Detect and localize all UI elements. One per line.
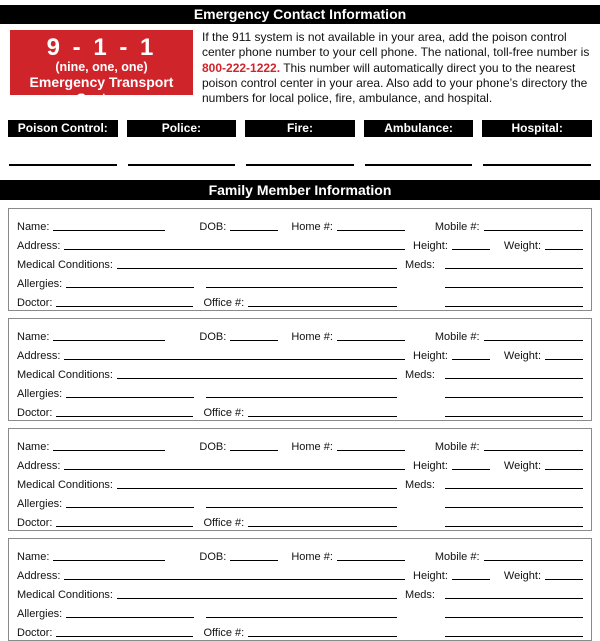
mobile-phone-label: Mobile #:	[434, 551, 480, 564]
weight-fill-line	[545, 249, 583, 250]
weight-label: Weight:	[503, 240, 541, 253]
medical-conditions-label: Medical Conditions:	[17, 369, 113, 382]
address-label: Address:	[17, 570, 61, 583]
mobile-phone-fill-line	[484, 230, 583, 231]
info-text-before: If the 911 system is not available in your area, add the poison control center phone number to your cell phone. The national, toll-free number is	[202, 30, 590, 60]
member-row-medical	[17, 473, 583, 492]
allergies-fill-line	[66, 287, 194, 288]
dob-label: DOB:	[199, 551, 227, 564]
contact-label: Fire:	[245, 120, 355, 137]
member-row-allergies	[17, 492, 583, 511]
meds-extra-fill-line-1	[445, 287, 583, 288]
name-fill-line	[53, 230, 165, 231]
height-label: Height:	[413, 570, 448, 583]
meds-label: Meds:	[405, 259, 435, 272]
meds-extra-fill-line-2	[445, 636, 583, 637]
poison-control-phone-number: 800-222-1222.	[202, 60, 281, 75]
dob-label: DOB:	[199, 441, 227, 454]
contact-cell	[482, 120, 592, 166]
meds-fill-line	[445, 268, 583, 269]
height-label: Height:	[413, 350, 448, 363]
medical-conditions-fill-line	[117, 488, 397, 489]
contact-cell	[8, 120, 118, 166]
mobile-phone-fill-line	[484, 560, 583, 561]
office-phone-fill-line	[248, 636, 397, 637]
dob-fill-line	[230, 230, 278, 231]
member-row-allergies	[17, 382, 583, 401]
meds-label: Meds:	[405, 479, 435, 492]
emergency-code: 9 - 1 - 1	[46, 34, 157, 61]
mobile-phone-label: Mobile #:	[434, 331, 480, 344]
allergies-label: Allergies:	[17, 388, 63, 401]
poison-control-info	[202, 30, 592, 106]
weight-fill-line	[545, 579, 583, 580]
mobile-phone-fill-line	[484, 450, 583, 451]
family-section-title: Family Member Information	[0, 180, 600, 200]
weight-fill-line	[545, 469, 583, 470]
address-label: Address:	[17, 350, 61, 363]
home-phone-label: Home #:	[291, 331, 333, 344]
emergency-form-page	[0, 5, 600, 641]
office-phone-fill-line	[248, 416, 397, 417]
meds-extra-fill-line-2	[445, 306, 583, 307]
medical-conditions-fill-line	[117, 268, 397, 269]
height-label: Height:	[413, 460, 448, 473]
contact-label: Police:	[127, 120, 237, 137]
allergies-fill-line	[66, 397, 194, 398]
intro-section	[0, 30, 600, 106]
home-phone-fill-line	[337, 450, 405, 451]
doctor-label: Doctor:	[17, 627, 53, 640]
weight-label: Weight:	[503, 570, 541, 583]
office-phone-label: Office #:	[203, 407, 245, 420]
member-row-medical	[17, 583, 583, 602]
member-row-allergies	[17, 272, 583, 291]
allergies-label: Allergies:	[17, 498, 63, 511]
contact-fill-line	[483, 164, 591, 166]
meds-extra-fill-line-2	[445, 416, 583, 417]
allergies-extra-fill-line	[206, 507, 397, 508]
emergency-code-caption: Emergency Transport System	[29, 74, 174, 106]
dob-label: DOB:	[199, 331, 227, 344]
name-label: Name:	[17, 551, 50, 564]
contact-label: Poison Control:	[8, 120, 118, 137]
emergency-911-box	[10, 30, 193, 106]
member-row-address	[17, 344, 583, 363]
meds-label: Meds:	[405, 589, 435, 602]
allergies-label: Allergies:	[17, 278, 63, 291]
medical-conditions-label: Medical Conditions:	[17, 259, 113, 272]
family-member-card	[8, 318, 592, 421]
height-fill-line	[452, 579, 490, 580]
meds-fill-line	[445, 378, 583, 379]
home-phone-fill-line	[337, 340, 405, 341]
page-title: Emergency Contact Information	[0, 5, 600, 24]
member-row-name	[17, 215, 583, 234]
member-row-allergies	[17, 602, 583, 621]
home-phone-label: Home #:	[291, 221, 333, 234]
contact-cell	[127, 120, 237, 166]
medical-conditions-fill-line	[117, 378, 397, 379]
contact-fill-line	[365, 164, 473, 166]
meds-extra-fill-line-2	[445, 526, 583, 527]
address-fill-line	[64, 579, 405, 580]
member-row-name	[17, 435, 583, 454]
doctor-fill-line	[56, 636, 193, 637]
member-row-name	[17, 545, 583, 564]
doctor-fill-line	[56, 306, 193, 307]
office-phone-label: Office #:	[203, 627, 245, 640]
allergies-fill-line	[66, 617, 194, 618]
contact-fill-line	[246, 164, 354, 166]
doctor-label: Doctor:	[17, 297, 53, 310]
office-phone-label: Office #:	[203, 517, 245, 530]
allergies-fill-line	[66, 507, 194, 508]
contact-cell	[245, 120, 355, 166]
member-row-medical	[17, 363, 583, 382]
allergies-extra-fill-line	[206, 397, 397, 398]
dob-fill-line	[230, 340, 278, 341]
mobile-phone-label: Mobile #:	[434, 221, 480, 234]
mobile-phone-fill-line	[484, 340, 583, 341]
height-fill-line	[452, 469, 490, 470]
office-phone-fill-line	[248, 526, 397, 527]
meds-fill-line	[445, 488, 583, 489]
member-row-address	[17, 564, 583, 583]
address-label: Address:	[17, 460, 61, 473]
doctor-fill-line	[56, 526, 193, 527]
member-row-name	[17, 325, 583, 344]
home-phone-fill-line	[337, 560, 405, 561]
family-member-card	[8, 538, 592, 641]
weight-label: Weight:	[503, 460, 541, 473]
contact-cell	[364, 120, 474, 166]
allergies-extra-fill-line	[206, 617, 397, 618]
member-row-doctor	[17, 401, 583, 420]
office-phone-label: Office #:	[203, 297, 245, 310]
contact-label: Hospital:	[482, 120, 592, 137]
family-member-card	[8, 428, 592, 531]
name-fill-line	[53, 340, 165, 341]
name-fill-line	[53, 560, 165, 561]
member-row-address	[17, 454, 583, 473]
contact-label: Ambulance:	[364, 120, 474, 137]
meds-fill-line	[445, 598, 583, 599]
meds-label: Meds:	[405, 369, 435, 382]
address-fill-line	[64, 469, 405, 470]
allergies-extra-fill-line	[206, 287, 397, 288]
emergency-contacts-row	[0, 120, 600, 166]
member-row-doctor	[17, 621, 583, 640]
contact-fill-line	[128, 164, 236, 166]
family-members-list	[0, 208, 600, 641]
medical-conditions-fill-line	[117, 598, 397, 599]
name-label: Name:	[17, 331, 50, 344]
office-phone-fill-line	[248, 306, 397, 307]
name-fill-line	[53, 450, 165, 451]
member-row-doctor	[17, 511, 583, 530]
weight-label: Weight:	[503, 350, 541, 363]
height-fill-line	[452, 249, 490, 250]
allergies-label: Allergies:	[17, 608, 63, 621]
member-row-medical	[17, 253, 583, 272]
contact-fill-line	[9, 164, 117, 166]
weight-fill-line	[545, 359, 583, 360]
member-row-doctor	[17, 291, 583, 310]
address-label: Address:	[17, 240, 61, 253]
height-fill-line	[452, 359, 490, 360]
meds-extra-fill-line-1	[445, 507, 583, 508]
home-phone-label: Home #:	[291, 551, 333, 564]
dob-fill-line	[230, 450, 278, 451]
doctor-fill-line	[56, 416, 193, 417]
dob-label: DOB:	[199, 221, 227, 234]
meds-extra-fill-line-1	[445, 617, 583, 618]
home-phone-fill-line	[337, 230, 405, 231]
height-label: Height:	[413, 240, 448, 253]
address-fill-line	[64, 249, 405, 250]
medical-conditions-label: Medical Conditions:	[17, 589, 113, 602]
emergency-code-words: (nine, one, one)	[55, 60, 148, 74]
medical-conditions-label: Medical Conditions:	[17, 479, 113, 492]
member-row-address	[17, 234, 583, 253]
dob-fill-line	[230, 560, 278, 561]
meds-extra-fill-line-1	[445, 397, 583, 398]
home-phone-label: Home #:	[291, 441, 333, 454]
name-label: Name:	[17, 441, 50, 454]
info-text-after: This number will automatically direct you to the nearest poison control center in your area. Also add to your phone’s directory the numbers for local police, fire, ambulance, and hospital.	[202, 60, 588, 106]
address-fill-line	[64, 359, 405, 360]
doctor-label: Doctor:	[17, 407, 53, 420]
family-member-card	[8, 208, 592, 311]
name-label: Name:	[17, 221, 50, 234]
doctor-label: Doctor:	[17, 517, 53, 530]
mobile-phone-label: Mobile #:	[434, 441, 480, 454]
